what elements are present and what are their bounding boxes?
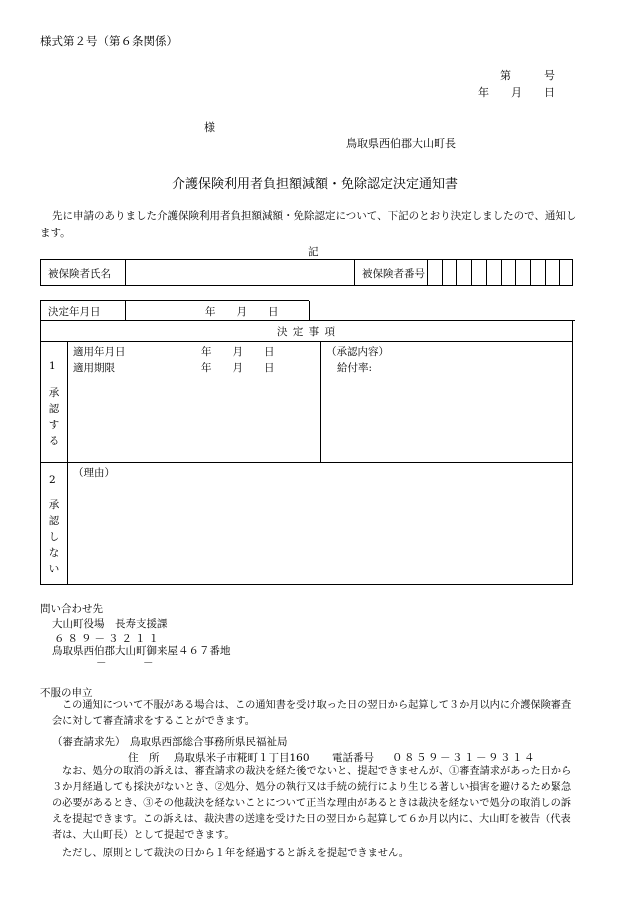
appeal-paragraph-3: ただし、原則として裁決の日から１年を経過すると訴えを提起できません。 (62, 848, 409, 859)
approve-number: 1 (49, 360, 56, 372)
reason-label: （理由） (73, 467, 115, 479)
ki-mark: 記 (308, 246, 319, 258)
appeal-paragraph-1: この通知について不服がある場合は、この通知書を受け取った日の翌日から起算して３か月以内に介護保険審査会に対して審査請求をすることができます。 (52, 700, 572, 727)
decision-date-label: 決定年月日 (48, 306, 101, 318)
insured-number-digit-cell[interactable] (486, 260, 501, 285)
postal-dash-2: － (143, 657, 154, 669)
apply-period-value: 年 月 日 (201, 362, 275, 374)
approval-content-label: （承認内容） (326, 346, 389, 358)
contact-heading: 問い合わせ先 (40, 603, 103, 615)
approve-label: 承認する (48, 387, 60, 447)
insured-number-digit-cell[interactable] (501, 260, 516, 285)
document-title: 介護保険利用者負担額減額・免除認定決定通知書 (171, 177, 458, 192)
recipient-suffix: 様 (204, 121, 215, 134)
appeal-phone: ０８５９－３１－９３１４ (392, 752, 536, 764)
apply-period-label: 適用期限 (73, 362, 115, 374)
appeal-phone-label: 電話番号 (332, 752, 374, 764)
insured-number-digit-cell[interactable] (530, 260, 545, 285)
postal-dash-1: － (96, 657, 107, 669)
insured-number-digit-cell[interactable] (471, 260, 486, 285)
insured-info-table (40, 259, 573, 286)
insured-number-digit-cell[interactable] (515, 260, 530, 285)
appeal-destination-label: （審査請求先） (52, 736, 126, 748)
insured-number-label-cell (354, 260, 427, 285)
appeal-destination-name: 鳥取県西部総合事務所県民福祉局 (130, 736, 288, 748)
decision-table (40, 300, 573, 585)
contact-address: 鳥取県西伯郡大山町御来屋４６７番地 (52, 645, 231, 657)
apply-date-label: 適用年月日 (73, 346, 126, 358)
insured-number-digit-cell[interactable] (545, 260, 560, 285)
appeal-heading: 不服の申立 (40, 687, 93, 699)
disapprove-label: 承認しない (48, 499, 60, 575)
decision-date-value: 年 月 日 (205, 306, 279, 318)
issuer-name: 鳥取県西伯郡大山町長 (346, 137, 456, 150)
insured-number-digit-cell[interactable] (559, 260, 574, 285)
disapprove-number: 2 (49, 474, 56, 486)
intro-text: 先に申請のありました介護保険利用者負担額減額・免除認定について、下記のとおり決定しましたので、通知します。 (40, 210, 577, 239)
insured-number-label: 被保険者番号 (362, 268, 425, 280)
contact-office: 大山町役場 長寿支援課 (52, 618, 168, 630)
insured-number-digit-cell[interactable] (456, 260, 471, 285)
insured-number-digit-cell[interactable] (442, 260, 457, 285)
insured-number-digits (427, 260, 574, 285)
insured-name-label: 被保険者氏名 (48, 268, 111, 280)
apply-date-value: 年 月 日 (201, 346, 275, 358)
form-number: 様式第２号（第６条関係） (40, 34, 178, 48)
decision-items-header: 決 定 事 項 (276, 326, 336, 338)
insured-number-digit-cell[interactable] (427, 260, 442, 285)
issue-date: 年 月 日 (478, 86, 555, 99)
document-number: 第 号 (500, 69, 555, 82)
insured-name-field[interactable] (125, 260, 354, 285)
appeal-address-label: 住 所 (128, 752, 160, 764)
appeal-address: 鳥取県米子市糀町１丁目160 (174, 752, 310, 764)
benefit-rate-label: 給付率: (337, 362, 373, 374)
appeal-paragraph-2: なお、処分の取消の訴えは、審査請求の裁決を経た後でないと、提起できませんが、①審査請求があった日から３か月経過しても採決がないとき、②処分、処分の執行又は手続の続行により生じる著しい損害を避けるため緊急の必要があるとき、③その他裁決を経ないことについて正当な理由があるときは裁決を経ないで処分の取消しの訴えを提起できます。この訴えは、裁決書の送達を受けた日の翌日から起算して６か月以内に、大山町を被告（代表者は、大山町長）として提起できます。 (52, 766, 572, 841)
contact-phone: ６８９－３２１１ (54, 633, 162, 645)
